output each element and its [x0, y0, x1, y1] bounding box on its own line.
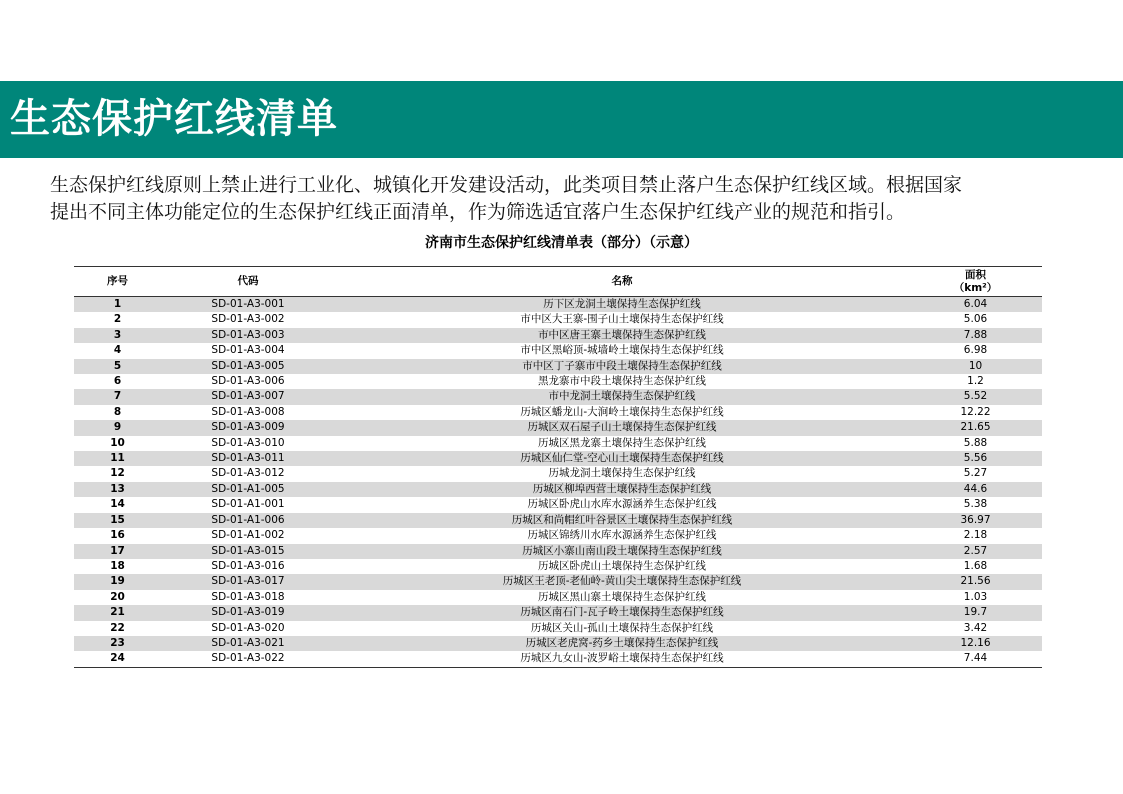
row-name: 黑龙寨市中段土壤保持生态保护红线	[538, 375, 706, 388]
row-number: 20	[110, 590, 125, 603]
row-number: 11	[110, 452, 125, 465]
row-code: SD-01-A3-011	[211, 452, 285, 465]
row-area: 36.97	[960, 513, 991, 526]
row-code: SD-01-A3-022	[161, 651, 335, 667]
table-row	[74, 590, 1042, 605]
row-name: 历城区黑山寨土壤保持生态保护红线	[538, 590, 706, 603]
table-caption: 济南市生态保护红线清单表（部分）（示意）	[425, 235, 698, 251]
row-code: SD-01-A3-016	[211, 559, 285, 572]
table-row	[74, 559, 1042, 574]
row-code: SD-01-A3-018	[211, 590, 285, 603]
row-code: SD-01-A3-020	[211, 621, 285, 634]
row-area: 12.16	[960, 636, 991, 649]
row-name: 历城龙洞土壤保持生态保护红线	[548, 467, 696, 480]
table-row	[74, 359, 1042, 374]
row-name: 历城区小寨山南山段土壤保持生态保护红线	[522, 544, 722, 557]
table-row	[74, 328, 1042, 343]
table-row	[74, 497, 1042, 512]
row-name: 历城区蟠龙山-大涧岭土壤保持生态保护红线	[520, 405, 724, 418]
table-row	[74, 297, 1042, 313]
table-header-row	[74, 267, 1042, 297]
table-row	[74, 544, 1042, 559]
row-number: 18	[110, 559, 125, 572]
row-name: 市中区唐王寨土壤保持生态保护红线	[538, 328, 706, 341]
table-row	[74, 436, 1042, 451]
row-number: 2	[113, 313, 122, 326]
row-area: 5.52	[963, 390, 988, 403]
row-number: 15	[110, 513, 125, 526]
row-name: 历城区锦绣川水库水源涵养生态保护红线	[527, 529, 717, 542]
row-number: 21	[110, 606, 125, 619]
row-code: SD-01-A3-002	[211, 313, 285, 326]
row-code: SD-01-A3-021	[211, 636, 285, 649]
header-area	[909, 267, 1042, 297]
table-row	[74, 513, 1042, 528]
row-code: SD-01-A3-015	[211, 544, 285, 557]
row-number: 19	[110, 575, 125, 588]
row-code: SD-01-A3-004	[211, 344, 285, 357]
row-number: 16	[110, 529, 125, 542]
table-row	[74, 651, 1042, 667]
row-code: SD-01-A3-012	[211, 467, 285, 480]
row-name: 市中区大王寨-围子山土壤保持生态保护红线	[520, 313, 724, 326]
intro-line: 生态保护红线原则上禁止进行工业化、城镇化开发建设活动，此类项目禁止落户生态保护红线区域。根据国家	[50, 174, 963, 196]
header-code: 代码	[161, 267, 335, 297]
row-number: 17	[110, 544, 125, 557]
row-number: 9	[113, 421, 122, 434]
row-name: 历城区和尚帽红叶谷景区土壤保持生态保护红线	[511, 513, 733, 526]
row-name: 市中区黑峪顶-城墙岭土壤保持生态保护红线	[520, 344, 724, 357]
row-area: 10	[968, 359, 983, 372]
row-number: 7	[113, 390, 122, 403]
row-name: 历城区老虎窝-药乡土壤保持生态保护红线	[525, 636, 719, 649]
row-name: 历城区柳埠西营土壤保持生态保护红线	[532, 482, 712, 495]
row-number: 13	[110, 482, 125, 495]
row-number: 24	[74, 651, 161, 667]
row-area: 5.38	[963, 498, 988, 511]
row-number: 5	[113, 359, 122, 372]
row-number: 3	[113, 328, 122, 341]
row-name: 历城区九女山-波罗峪土壤保持生态保护红线	[335, 651, 909, 667]
row-name: 历城区黑龙寨土壤保持生态保护红线	[538, 436, 706, 449]
row-area: 2.57	[963, 544, 988, 557]
intro-line: 提出不同主体功能定位的生态保护红线正面清单，作为筛选适宜落户生态保护红线产业的规范和指引。	[50, 201, 906, 223]
row-code: SD-01-A3-006	[211, 375, 285, 388]
row-area: 7.88	[963, 328, 988, 341]
row-number: 1	[113, 298, 122, 310]
row-code: SD-01-A3-007	[211, 390, 285, 403]
table-row	[74, 605, 1042, 620]
redline-table	[74, 266, 1042, 668]
row-code: SD-01-A1-006	[211, 513, 285, 526]
row-area: 3.42	[963, 621, 988, 634]
header-name: 名称	[335, 267, 909, 297]
row-name: 历城区南石门-瓦子岭土壤保持生态保护红线	[520, 606, 724, 619]
row-name: 历城区卧虎山土壤保持生态保护红线	[538, 559, 706, 572]
row-code: SD-01-A1-005	[211, 482, 285, 495]
table-row	[74, 528, 1042, 543]
row-name: 历城区关山-孤山土壤保持生态保护红线	[530, 621, 714, 634]
table-row	[74, 466, 1042, 481]
row-area: 21.65	[960, 421, 991, 434]
row-area: 1.03	[963, 590, 988, 603]
row-area: 1.68	[963, 559, 988, 572]
page-title: 生态保护红线清单	[10, 96, 338, 142]
title-bar	[0, 81, 1123, 158]
table-row	[74, 312, 1042, 327]
row-code: SD-01-A3-010	[211, 436, 285, 449]
table-row	[74, 374, 1042, 389]
row-number: 12	[110, 467, 125, 480]
table-row	[74, 343, 1042, 358]
table-row	[74, 621, 1042, 636]
row-code: SD-01-A1-002	[211, 529, 285, 542]
row-area: 12.22	[960, 405, 991, 418]
row-name: 历城区王老顶-老仙岭-黄山尖土壤保持生态保护红线	[502, 575, 742, 588]
header-area-unit: （km²）	[953, 281, 998, 294]
row-area: 2.18	[963, 529, 988, 542]
row-name: 历城区卧虎山水库水源涵养生态保护红线	[527, 498, 717, 511]
header-no: 序号	[74, 267, 161, 297]
table-body	[74, 297, 1042, 668]
row-name: 历下区龙洞土壤保持生态保护红线	[543, 298, 701, 310]
row-name: 市中龙洞土壤保持生态保护红线	[548, 390, 696, 403]
row-number: 6	[113, 375, 122, 388]
row-number: 8	[113, 405, 122, 418]
table-row	[74, 420, 1042, 435]
table-row	[74, 405, 1042, 420]
row-number: 4	[113, 344, 122, 357]
row-code: SD-01-A1-001	[211, 498, 285, 511]
row-code: SD-01-A3-008	[211, 405, 285, 418]
row-area: 7.44	[909, 651, 1042, 667]
row-code: SD-01-A3-019	[211, 606, 285, 619]
row-area: 6.98	[963, 344, 988, 357]
table-row	[74, 451, 1042, 466]
row-area: 1.2	[967, 375, 984, 388]
row-number: 22	[110, 621, 125, 634]
row-area: 5.88	[963, 436, 988, 449]
row-area: 21.56	[960, 575, 991, 588]
row-number: 23	[110, 636, 125, 649]
row-code: SD-01-A3-003	[211, 328, 285, 341]
row-area: 19.7	[963, 606, 988, 619]
table-row	[74, 574, 1042, 589]
table-row	[74, 636, 1042, 651]
row-area: 44.6	[963, 482, 988, 495]
table-row	[74, 389, 1042, 404]
row-code: SD-01-A3-001	[211, 298, 285, 310]
row-area: 5.27	[963, 467, 988, 480]
intro-paragraph	[50, 172, 1080, 226]
row-number: 10	[110, 436, 125, 449]
header-area-label: 面积	[965, 268, 986, 281]
row-area: 5.56	[963, 452, 988, 465]
row-name: 历城区仙仁堂-空心山土壤保持生态保护红线	[520, 452, 724, 465]
row-number: 14	[110, 498, 125, 511]
row-name: 市中区丁子寨市中段土壤保持生态保护红线	[522, 359, 722, 372]
row-name: 历城区双石屋子山土壤保持生态保护红线	[527, 421, 717, 434]
row-code: SD-01-A3-017	[211, 575, 285, 588]
table-row	[74, 482, 1042, 497]
row-area: 6.04	[963, 298, 988, 310]
row-code: SD-01-A3-009	[211, 421, 285, 434]
row-code: SD-01-A3-005	[211, 359, 285, 372]
row-area: 5.06	[963, 313, 988, 326]
